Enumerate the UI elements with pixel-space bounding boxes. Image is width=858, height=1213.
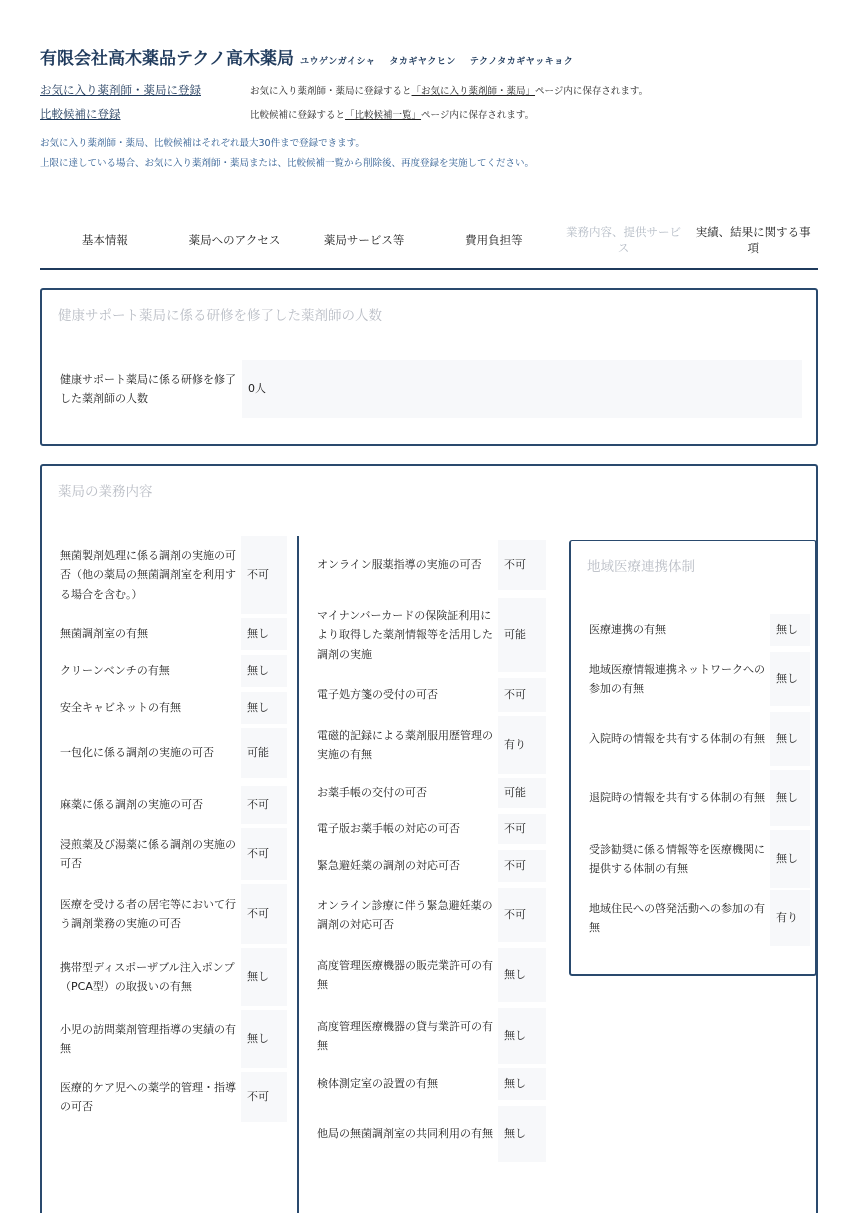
- info-row-value-wrap: [504, 778, 526, 808]
- info-row: [589, 652, 769, 706]
- info-row-label: 麻薬に係る調剤の実施の可否: [60, 798, 203, 812]
- info-row-value-wrap: [504, 678, 526, 712]
- info-row-label: 一包化に係る調剤の実施の可否: [60, 746, 214, 760]
- info-row-value: 不可: [504, 558, 526, 572]
- info-row-label: 無菌製剤処理に係る調剤の実施の可否（他の薬局の無菌調剤室を利用する場合を含む。）: [60, 549, 236, 601]
- info-row-label: 医療連携の有無: [589, 623, 666, 637]
- info-row-value: 不可: [247, 847, 269, 861]
- info-row: [317, 1106, 499, 1162]
- info-row-label: 地域医療情報連携ネットワークへの参加の有無: [589, 662, 765, 695]
- info-row: [589, 614, 769, 646]
- info-row-value: 可能: [247, 746, 269, 760]
- info-row-label: 入院時の情報を共有する体制の有無: [589, 732, 765, 746]
- info-row: [589, 712, 769, 766]
- info-row-value-wrap: [776, 890, 798, 946]
- health-support-row: [60, 364, 242, 414]
- info-row: [317, 1008, 499, 1064]
- info-row: [60, 536, 242, 614]
- info-row-label: 高度管理医療機器の貸与業許可の有無: [317, 1019, 493, 1052]
- info-row-value: 無し: [504, 968, 526, 982]
- info-row: [317, 948, 499, 1002]
- info-row: [317, 814, 499, 844]
- info-row-value-wrap: [776, 614, 798, 646]
- info-row-value-wrap: [247, 1072, 269, 1122]
- info-row: [60, 948, 242, 1006]
- info-row-value: 有り: [504, 738, 526, 752]
- info-row-value: 無し: [504, 1127, 526, 1141]
- regional-title: 地域医療連携体制: [587, 559, 695, 575]
- info-row-value: 無し: [776, 791, 798, 805]
- health-support-value-wrap: [248, 364, 266, 414]
- info-row-label: お薬手帳の交付の可否: [317, 786, 427, 800]
- info-row: [589, 770, 769, 826]
- info-row: [317, 888, 499, 942]
- favorite-description: お気に入り薬剤師・薬局に登録すると「お気に入り薬剤師・薬局」ページ内に保存されます。: [250, 86, 649, 97]
- info-row-value-wrap: [504, 598, 526, 672]
- info-row-value-wrap: [504, 814, 526, 844]
- info-row: [317, 540, 499, 590]
- info-row-label: 医療的ケア児への薬学的管理・指導の可否: [60, 1080, 236, 1113]
- info-row: [60, 655, 242, 687]
- info-row-label: 電子版お薬手帳の対応の可否: [317, 822, 460, 836]
- info-row: [60, 1010, 242, 1068]
- business-title: 薬局の業務内容: [58, 484, 153, 500]
- health-support-title: 健康サポート薬局に係る研修を修了した薬剤師の人数: [58, 308, 382, 324]
- register-favorite-link[interactable]: お気に入り薬剤師・薬局に登録: [40, 83, 201, 97]
- info-row-value: 無し: [504, 1029, 526, 1043]
- info-row: [60, 1072, 242, 1122]
- info-row-value: 無し: [504, 1077, 526, 1091]
- info-row-label: 無菌調剤室の有無: [60, 627, 148, 641]
- info-row-value-wrap: [504, 716, 526, 774]
- health-support-value-cell: [242, 360, 802, 418]
- info-row-value: 不可: [504, 908, 526, 922]
- pharmacy-name-kana: ユウゲンガイシャ タカギヤクヒン テクノタカギヤッキョク: [299, 57, 574, 67]
- info-row-value: 不可: [504, 688, 526, 702]
- register-compare-link[interactable]: 比較候補に登録: [40, 107, 121, 121]
- info-row-value-wrap: [504, 1008, 526, 1064]
- tab-services[interactable]: 薬局サービス等: [323, 233, 405, 248]
- info-row-label: クリーンベンチの有無: [60, 664, 170, 678]
- info-row-value-wrap: [776, 770, 798, 826]
- tab-basic-info[interactable]: 基本情報: [81, 233, 128, 248]
- info-row-label: 退院時の情報を共有する体制の有無: [589, 791, 765, 805]
- info-row: [60, 728, 242, 778]
- section-tabs: [40, 214, 818, 270]
- info-row-value: 無し: [247, 627, 269, 641]
- info-row-value-wrap: [247, 655, 269, 687]
- compare-registration-row: [40, 106, 534, 122]
- info-row-value-wrap: [504, 1068, 526, 1100]
- info-row-value: 不可: [504, 859, 526, 873]
- info-row-value-wrap: [504, 1106, 526, 1162]
- info-row: [60, 828, 242, 880]
- info-row-value-wrap: [504, 540, 526, 590]
- info-row-value: 不可: [247, 907, 269, 921]
- info-row-label: 浸煎薬及び湯薬に係る調剤の実施の可否: [60, 837, 236, 870]
- info-row-value: 無し: [247, 701, 269, 715]
- info-row-label: 安全キャビネットの有無: [60, 701, 181, 715]
- info-row-value: 不可: [247, 568, 269, 582]
- info-row-value-wrap: [247, 692, 269, 724]
- info-row: [589, 830, 769, 888]
- info-row-value-wrap: [504, 948, 526, 1002]
- info-row-value: 不可: [247, 798, 269, 812]
- info-row: [317, 850, 499, 882]
- notice-line-1: お気に入り薬剤師・薬局、比較候補はそれぞれ最大30件まで登録できます。: [40, 138, 365, 149]
- info-row-label: 電磁的記録による薬剤服用歴管理の実施の有無: [317, 728, 493, 761]
- info-row-label: オンライン診療に伴う緊急避妊薬の調剤の対応可否: [317, 898, 493, 931]
- info-row-value-wrap: [776, 712, 798, 766]
- info-row-value-wrap: [247, 948, 269, 1006]
- favorite-registration-row: [40, 82, 648, 98]
- info-row: [317, 678, 499, 712]
- info-row-label: 地域住民への啓発活動への参加の有無: [589, 901, 765, 934]
- tab-costs[interactable]: 費用負担等: [465, 233, 523, 248]
- info-row: [589, 890, 769, 946]
- notice-line-2: 上限に達している場合、お気に入り薬剤師・薬局または、比較候補一覧から削除後、再度登録を実施してください。: [40, 158, 535, 169]
- tab-access[interactable]: 薬局へのアクセス: [188, 233, 281, 248]
- info-row-value: 有り: [776, 911, 798, 925]
- info-row-label: マイナンバーカードの保険証利用により取得した薬剤情報等を活用した調剤の実施: [317, 609, 493, 661]
- info-row: [317, 1068, 499, 1100]
- tab-results[interactable]: 実績、結果に関する事項: [695, 225, 811, 255]
- compare-description: 比較候補に登録すると「比較候補一覧」ページ内に保存されます。: [250, 110, 535, 121]
- info-row-value-wrap: [776, 830, 798, 888]
- info-row-value: 不可: [504, 822, 526, 836]
- info-row: [60, 618, 242, 650]
- info-row-value-wrap: [247, 786, 269, 824]
- info-row-label: 携帯型ディスポーザブル注入ポンプ（PCA型）の取扱いの有無: [60, 960, 235, 993]
- info-row: [317, 778, 499, 808]
- health-support-row-label: 健康サポート薬局に係る研修を修了した薬剤師の人数: [60, 372, 236, 405]
- info-row-label: 電子処方箋の受付の可否: [317, 688, 438, 702]
- info-row-value-wrap: [247, 1010, 269, 1068]
- info-row-value: 無し: [776, 732, 798, 746]
- info-row-value-wrap: [247, 728, 269, 778]
- info-row-value-wrap: [504, 888, 526, 942]
- info-row-value-wrap: [247, 884, 269, 944]
- info-row-value-wrap: [247, 828, 269, 880]
- info-row-label: 他局の無菌調剤室の共同利用の有無: [317, 1127, 493, 1141]
- info-row-value: 無し: [247, 1032, 269, 1046]
- info-row: [60, 786, 242, 824]
- info-row-label: 検体測定室の設置の有無: [317, 1077, 438, 1091]
- tab-business-content[interactable]: 業務内容、提供サービス: [566, 225, 682, 255]
- info-row-value: 無し: [247, 664, 269, 678]
- pharmacy-name-header: [40, 44, 573, 69]
- info-row-value-wrap: [247, 536, 269, 614]
- health-support-row-value: 0人: [248, 382, 266, 396]
- info-row-value: 無し: [776, 623, 798, 637]
- health-support-panel: [40, 288, 818, 446]
- info-row-value-wrap: [776, 652, 798, 706]
- column-divider: [297, 536, 299, 1213]
- info-row-value: 無し: [776, 672, 798, 686]
- info-row-label: 高度管理医療機器の販売業許可の有無: [317, 958, 493, 991]
- info-row: [60, 884, 242, 944]
- info-row-value: 不可: [247, 1090, 269, 1104]
- info-row-value: 可能: [504, 628, 526, 642]
- pharmacy-name: 有限会社高木薬品テクノ高木薬局: [40, 49, 294, 69]
- info-row-label: 緊急避妊薬の調剤の対応可否: [317, 859, 460, 873]
- info-row: [317, 716, 499, 774]
- info-row: [60, 692, 242, 724]
- info-row-value: 無し: [247, 970, 269, 984]
- info-row-value: 可能: [504, 786, 526, 800]
- info-row-label: 医療を受ける者の居宅等において行う調剤業務の実施の可否: [60, 897, 236, 930]
- info-row: [317, 598, 499, 672]
- info-row-label: オンライン服薬指導の実施の可否: [317, 558, 482, 572]
- info-row-label: 受診勧奨に係る情報等を医療機関に提供する体制の有無: [589, 842, 765, 875]
- info-row-label: 小児の訪問薬剤管理指導の実績の有無: [60, 1022, 236, 1055]
- info-row-value: 無し: [776, 852, 798, 866]
- info-row-value-wrap: [504, 850, 526, 882]
- info-row-value-wrap: [247, 618, 269, 650]
